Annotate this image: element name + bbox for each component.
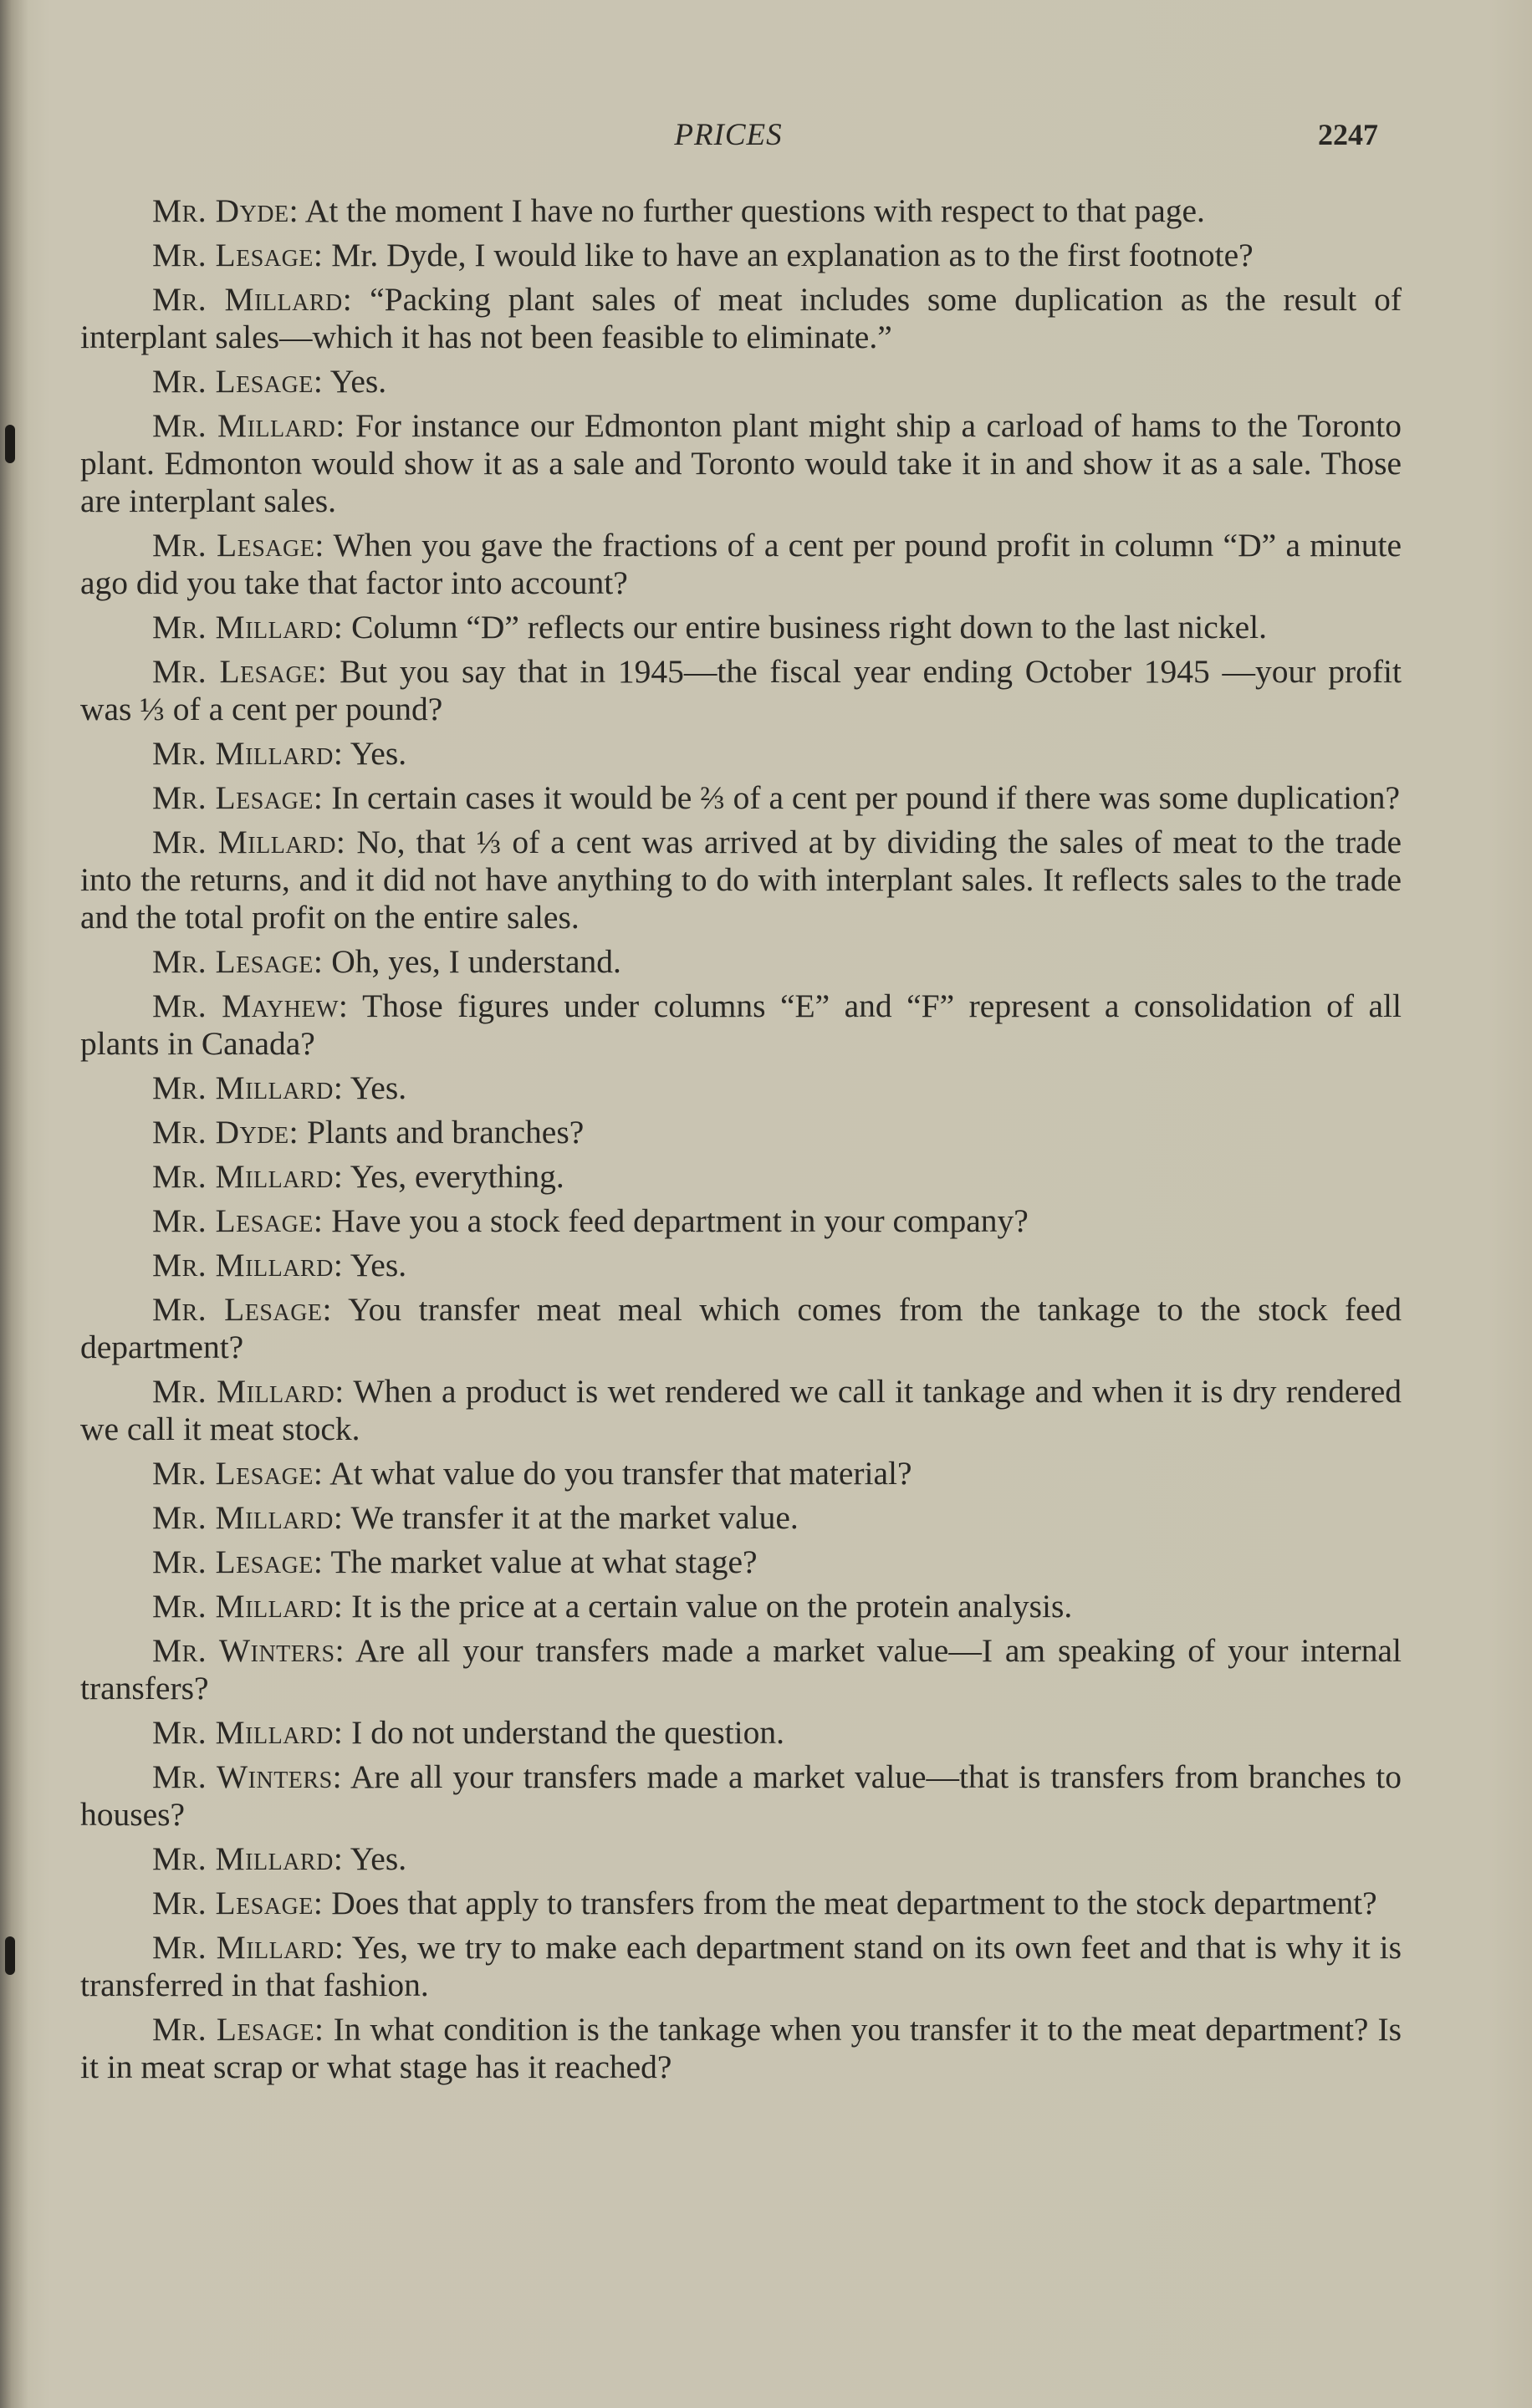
speaker-name: Mr. Lesage: — [152, 237, 324, 273]
transcript-paragraph — [80, 1069, 1402, 1107]
speech-text: At what value do you transfer that material? — [329, 1455, 912, 1492]
binding-hole-mark — [5, 425, 15, 463]
speaker-name: Mr. Lesage: — [152, 2011, 324, 2048]
speaker-name: Mr. Millard: — [152, 824, 346, 860]
transcript-paragraph — [80, 1373, 1402, 1448]
transcript-paragraph — [80, 735, 1402, 773]
transcript-paragraph — [80, 407, 1402, 520]
transcript-paragraph — [80, 1588, 1402, 1625]
transcript-paragraph — [80, 779, 1402, 817]
speech-text: I do not understand the question. — [351, 1714, 784, 1751]
transcript-paragraph — [80, 943, 1402, 981]
speech-text: In certain cases it would be ⅔ of a cent per pound if there was some duplication? — [331, 779, 1401, 816]
transcript-paragraph — [80, 1758, 1402, 1834]
speaker-name: Mr. Lesage: — [152, 653, 328, 690]
speaker-name: Mr. Mayhew: — [152, 987, 349, 1024]
speaker-name: Mr. Lesage: — [152, 527, 324, 564]
speaker-name: Mr. Lesage: — [152, 779, 324, 816]
transcript-paragraph — [80, 1202, 1402, 1240]
transcript-paragraph — [80, 609, 1402, 646]
running-title: PRICES — [674, 118, 783, 152]
speaker-name: Mr. Lesage: — [152, 363, 324, 400]
speaker-name: Mr. Millard: — [152, 1929, 345, 1966]
speaker-name: Mr. Millard: — [152, 1588, 344, 1625]
transcript-paragraph — [80, 363, 1402, 400]
speech-text: Are all your transfers made a market value—that is transfers from branches to houses? — [80, 1758, 1402, 1833]
speech-text: Mr. Dyde, I would like to have an explanation as to the first footnote? — [331, 237, 1254, 273]
speech-text: It is the price at a certain value on the protein analysis. — [351, 1588, 1073, 1625]
speaker-name: Mr. Millard: — [152, 1158, 344, 1195]
speaker-name: Mr. Lesage: — [152, 1202, 324, 1239]
speech-text: Yes, we try to make each department stand on its own feet and that is why it is transferred in that fashion. — [80, 1929, 1402, 2003]
speech-text: Those figures under columns “E” and “F” represent a consolidation of all plants in Canada? — [80, 987, 1402, 1062]
transcript-paragraph — [80, 281, 1402, 356]
speech-text: Oh, yes, I understand. — [331, 943, 621, 980]
speech-text: You transfer meat meal which comes from the tankage to the stock feed department? — [80, 1291, 1402, 1365]
transcript-body — [80, 192, 1402, 2093]
speaker-name: Mr. Lesage: — [152, 1455, 324, 1492]
speaker-name: Mr. Millard: — [152, 407, 345, 444]
speaker-name: Mr. Millard: — [152, 1247, 344, 1283]
speech-text: Yes. — [350, 1247, 407, 1283]
transcript-paragraph — [80, 1929, 1402, 2004]
transcript-paragraph — [80, 1543, 1402, 1581]
speech-text: Does that apply to transfers from the meat department to the stock department? — [331, 1885, 1377, 1921]
transcript-paragraph — [80, 237, 1402, 274]
transcript-paragraph — [80, 1291, 1402, 1366]
speech-text: In what condition is the tankage when you transfer it to the meat department? Is it in meat scrap or what stage has it reached? — [80, 2011, 1402, 2085]
speech-text: “Packing plant sales of meat includes some duplication as the result of interplant sales—which it has not been feasible to eliminate.” — [80, 281, 1402, 355]
transcript-paragraph — [80, 1158, 1402, 1196]
speaker-name: Mr. Lesage: — [152, 943, 324, 980]
speech-text: When you gave the fractions of a cent per pound profit in column “D” a minute ago did you take that factor into account? — [80, 527, 1402, 601]
speaker-name: Mr. Millard: — [152, 1069, 344, 1106]
speech-text: Yes, everything. — [350, 1158, 564, 1195]
speech-text: But you say that in 1945—the fiscal year ending October 1945 —your profit was ⅓ of a cent per pound? — [80, 653, 1402, 727]
speaker-name: Mr. Millard: — [152, 281, 353, 318]
transcript-paragraph — [80, 1885, 1402, 1922]
page-number: 2247 — [1318, 118, 1378, 151]
speech-text: At the moment I have no further questions with respect to that page. — [304, 192, 1205, 229]
transcript-paragraph — [80, 1247, 1402, 1284]
speaker-name: Mr. Winters: — [152, 1632, 345, 1669]
transcript-paragraph — [80, 1714, 1402, 1752]
speech-text: When a product is wet rendered we call it tankage and when it is dry rendered we call it meat stock. — [80, 1373, 1402, 1447]
speech-text: Yes. — [350, 1840, 407, 1877]
speech-text: Column “D” reflects our entire business right down to the last nickel. — [351, 609, 1267, 645]
transcript-paragraph — [80, 987, 1402, 1063]
speaker-name: Mr. Millard: — [152, 735, 344, 772]
transcript-paragraph — [80, 1114, 1402, 1151]
speaker-name: Mr. Lesage: — [152, 1885, 324, 1921]
transcript-paragraph — [80, 653, 1402, 728]
speech-text: For instance our Edmonton plant might ship a carload of hams to the Toronto plant. Edmonton would show it as a sale and Toronto would take it in and show it as a sale. Those are interplant sales. — [80, 407, 1402, 519]
speech-text: Are all your transfers made a market value—I am speaking of your internal transfers? — [80, 1632, 1402, 1707]
transcript-paragraph — [80, 1455, 1402, 1492]
transcript-paragraph — [80, 1840, 1402, 1878]
speech-text: Plants and branches? — [306, 1114, 585, 1150]
speaker-name: Mr. Lesage: — [152, 1543, 324, 1580]
transcript-paragraph — [80, 192, 1402, 230]
speaker-name: Mr. Dyde: — [152, 1114, 299, 1150]
speech-text: No, that ⅓ of a cent was arrived at by dividing the sales of meat to the trade into the returns, and it did not have anything to do with interplant sales. It reflects sales to the trade and the total profit on the entire sales. — [80, 824, 1402, 936]
transcript-paragraph — [80, 824, 1402, 936]
speaker-name: Mr. Lesage: — [152, 1291, 333, 1328]
speech-text: We transfer it at the market value. — [350, 1499, 799, 1536]
speaker-name: Mr. Millard: — [152, 1714, 344, 1751]
speech-text: The market value at what stage? — [330, 1543, 758, 1580]
speaker-name: Mr. Dyde: — [152, 192, 299, 229]
speech-text: Yes. — [350, 735, 407, 772]
speaker-name: Mr. Winters: — [152, 1758, 343, 1795]
speaker-name: Mr. Millard: — [152, 609, 344, 645]
transcript-paragraph — [80, 2011, 1402, 2086]
transcript-paragraph — [80, 527, 1402, 602]
speech-text: Yes. — [329, 363, 387, 400]
speaker-name: Mr. Millard: — [152, 1373, 345, 1410]
binding-hole-mark — [5, 1936, 15, 1975]
speech-text: Yes. — [350, 1069, 407, 1106]
speaker-name: Mr. Millard: — [152, 1840, 344, 1877]
transcript-paragraph — [80, 1632, 1402, 1707]
speech-text: Have you a stock feed department in your company? — [331, 1202, 1029, 1239]
page-header — [80, 117, 1376, 159]
speaker-name: Mr. Millard: — [152, 1499, 344, 1536]
transcript-paragraph — [80, 1499, 1402, 1537]
